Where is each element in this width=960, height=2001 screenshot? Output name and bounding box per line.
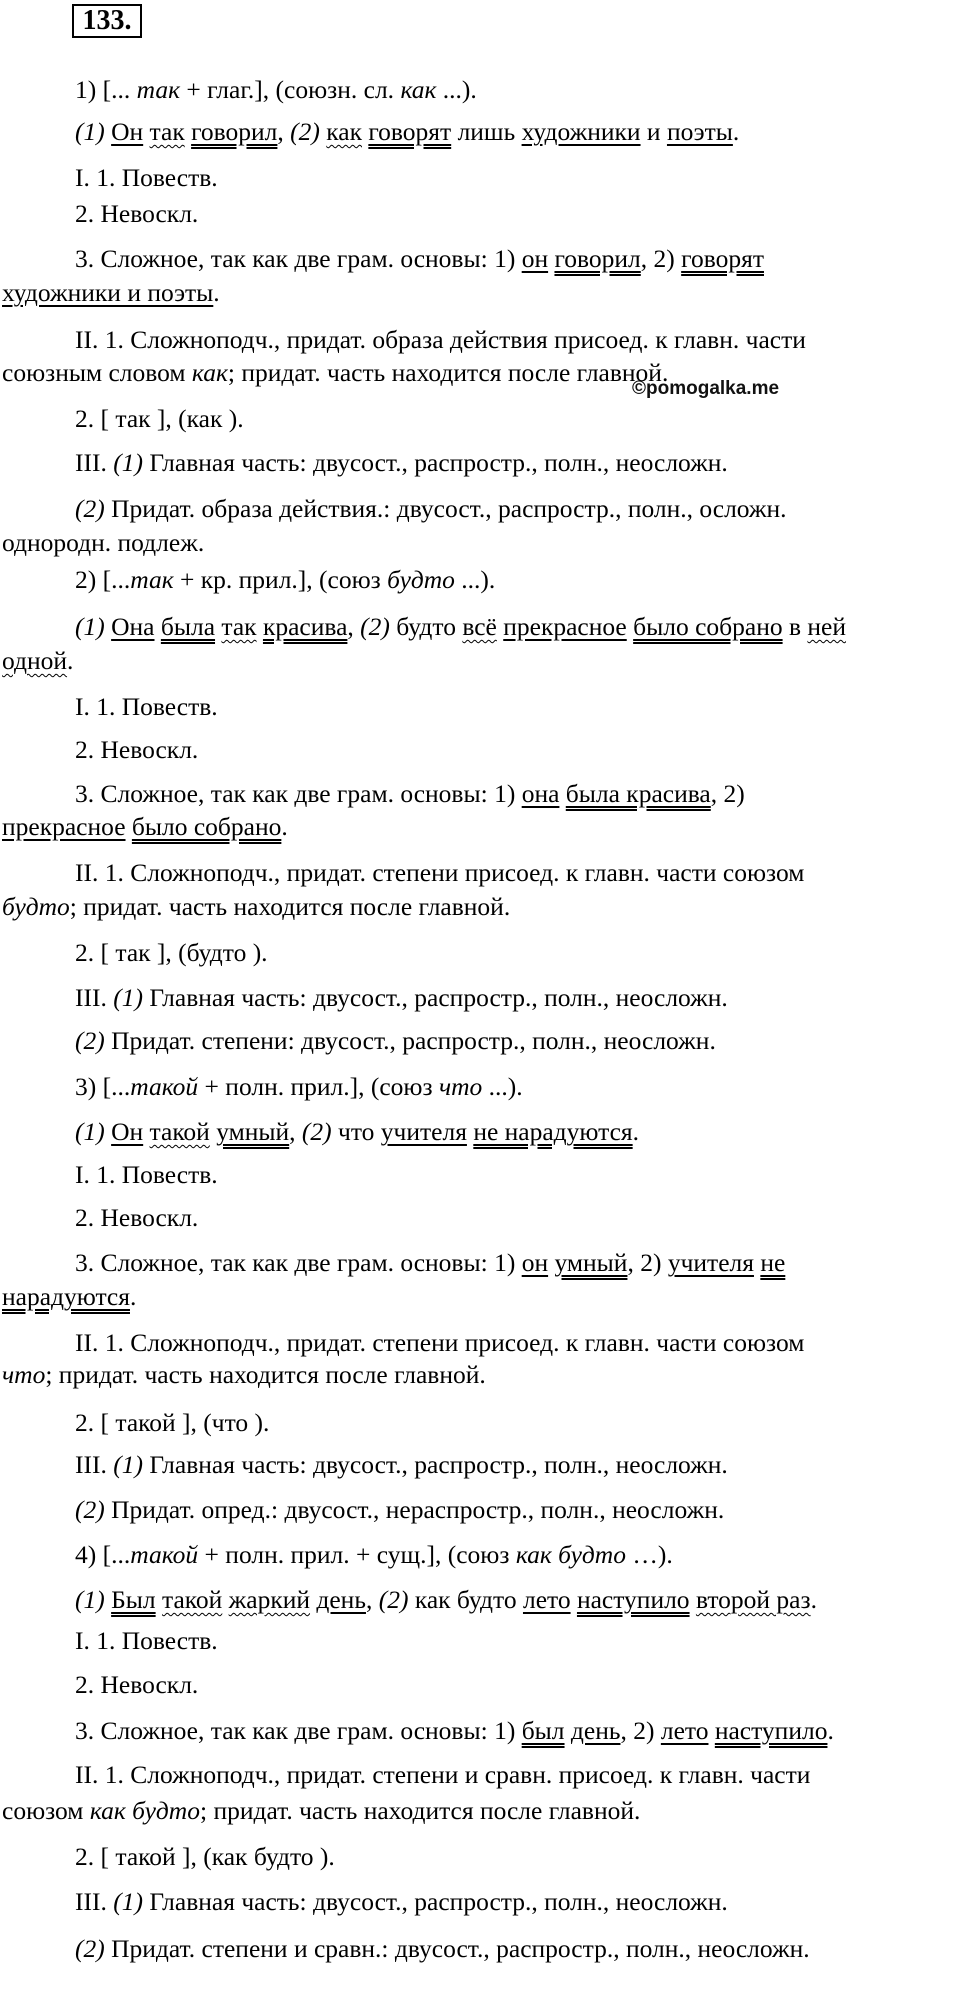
watermark: ©pomogalka.me: [632, 378, 780, 399]
text-run: такой: [130, 1540, 199, 1569]
text-run: .: [213, 278, 220, 307]
modifier-word: так: [221, 612, 257, 641]
modifier-word: одной: [2, 646, 68, 675]
text-run: (1): [75, 1585, 112, 1614]
text-run: как: [191, 358, 228, 387]
text-line: [75, 983, 728, 1013]
text-run: будто: [389, 612, 463, 641]
text-line: [75, 1716, 834, 1746]
text-run: ,: [347, 612, 361, 641]
text-run: (2): [290, 117, 327, 146]
text-run: I. 1. Повеств.: [75, 163, 218, 192]
predicate-word: умный: [216, 1117, 290, 1146]
predicate-word: умный: [554, 1248, 628, 1277]
text-run: 2. [ так ], (будто ).: [75, 938, 268, 967]
text-run: Придат. степени: двусост., распростр., полн., неосложн.: [104, 1026, 716, 1055]
text-line: [75, 858, 804, 888]
text-run: I. 1. Повеств.: [75, 1626, 218, 1655]
predicate-word: говорил: [554, 244, 641, 273]
text-run: .: [632, 1117, 640, 1146]
text-run: Придат. опред.: двусост., нераспростр., полн., неосложн.: [104, 1495, 725, 1524]
text-run: (2): [75, 1026, 105, 1055]
text-run: III.: [75, 1450, 114, 1479]
text-run: Главная часть: двусост., распростр., полн., неосложн.: [142, 448, 728, 477]
text-run: .: [732, 117, 740, 146]
text-run: 2. [ так ], (как ).: [75, 404, 244, 433]
predicate-word: говорят: [368, 117, 452, 146]
text-run: союзным словом: [2, 358, 192, 387]
text-line: [75, 1626, 218, 1656]
text-line: [2, 646, 73, 676]
subject-word: Она: [111, 612, 155, 641]
text-run: лишь: [451, 117, 522, 146]
text-run: (1): [75, 117, 112, 146]
modifier-word: такой: [149, 1117, 210, 1146]
text-run: II. 1. Сложноподч., придат. степени присоед. к главн. части союзом: [75, 1328, 805, 1357]
text-line: [75, 1328, 804, 1358]
text-run: I. 1. Повеств.: [75, 692, 218, 721]
text-run: ; придат. часть находится после главной.: [69, 892, 511, 921]
predicate-word: была: [160, 612, 216, 641]
predicate-word: было собрано: [633, 612, 783, 641]
text-run: 2. [ такой ], (как будто ).: [75, 1842, 335, 1871]
subject-word: Он: [111, 117, 144, 146]
text-line: [75, 692, 218, 722]
predicate-word: нарадуются: [2, 1282, 130, 1311]
text-run: ,: [289, 1117, 302, 1146]
text-run: как будто: [408, 1585, 523, 1614]
subject-word: лето: [660, 1716, 709, 1745]
text-run: (1): [75, 612, 112, 641]
predicate-word: Был: [111, 1585, 156, 1614]
text-line: [75, 1540, 673, 1570]
text-line: [2, 892, 510, 922]
text-run: что: [2, 1360, 46, 1389]
text-run: .: [810, 1585, 817, 1614]
predicate-word: было собрано: [131, 812, 282, 841]
text-run: 4) [...: [75, 1540, 131, 1569]
text-run: 2. Невоскл.: [75, 1203, 199, 1232]
text-run: .: [67, 646, 74, 675]
predicate-word: не: [760, 1248, 786, 1277]
subject-word: поэты: [666, 117, 733, 146]
text-run: III.: [75, 1887, 114, 1916]
text-run: однородн. подлеж.: [2, 528, 205, 557]
subject-word: он: [521, 244, 549, 273]
text-run: в: [782, 612, 808, 641]
text-line: [75, 494, 787, 524]
text-run: ; придат. часть находится после главной.: [199, 1796, 641, 1825]
text-run: Главная часть: двусост., распростр., полн., неосложн.: [142, 1887, 728, 1916]
text-line: [75, 735, 198, 765]
text-run: II. 1. Сложноподч., придат. степени и сравн. присоед. к главн. части: [75, 1760, 811, 1789]
text-line: [2, 1360, 486, 1390]
text-run: (2): [75, 494, 105, 523]
text-run: ...).: [436, 75, 477, 104]
predicate-word: говорил: [191, 117, 278, 146]
text-run: как будто: [89, 1796, 200, 1825]
text-run: 3. Сложное, так как две грам. основы: 1): [75, 779, 522, 808]
text-run: 2. Невоскл.: [75, 199, 199, 228]
subject-word: он: [521, 1248, 549, 1277]
text-line: [75, 779, 745, 809]
text-run: что: [331, 1117, 381, 1146]
text-run: (2): [360, 612, 390, 641]
text-run: , 2): [710, 779, 745, 808]
modifier-word: так: [149, 117, 185, 146]
modifier-word: ней: [807, 612, 847, 641]
text-run: 3) [...: [75, 1072, 131, 1101]
modifier-word: жаркий: [228, 1585, 311, 1614]
text-run: , 2): [620, 1716, 661, 1745]
text-run: + полн. прил.], (союз: [198, 1072, 439, 1101]
modifier-word: как: [326, 117, 362, 146]
text-line: [75, 1760, 810, 1790]
text-line: [75, 404, 244, 434]
text-run: (1): [113, 1450, 143, 1479]
text-run: 1) [...: [75, 75, 137, 104]
text-run: III.: [75, 448, 114, 477]
text-run: , 2): [640, 244, 682, 273]
text-line: [2, 1282, 136, 1312]
text-run: III.: [75, 983, 114, 1012]
text-line: [75, 1408, 269, 1438]
text-run: .: [827, 1716, 834, 1745]
text-run: будто: [2, 892, 70, 921]
text-run: + глаг.], (союзн. сл.: [180, 75, 401, 104]
text-run: II. 1. Сложноподч., придат. образа действия присоед. к главн. части: [75, 325, 806, 354]
text-run: (1): [113, 983, 143, 1012]
subject-word: художники: [521, 117, 641, 146]
text-line: [75, 448, 728, 478]
text-run: .: [129, 1282, 137, 1311]
subject-word: художники и поэты: [2, 278, 214, 307]
subject-word: она: [521, 779, 560, 808]
text-run: …).: [625, 1540, 673, 1569]
modifier-word: всё: [462, 612, 497, 641]
text-line: [75, 1495, 724, 1525]
text-run: ,: [365, 1585, 379, 1614]
text-line: [2, 1796, 640, 1826]
subject-word: учителя: [380, 1117, 467, 1146]
text-run: (1): [75, 1117, 112, 1146]
text-run: 2. Невоскл.: [75, 735, 199, 764]
text-run: II. 1. Сложноподч., придат. степени присоед. к главн. части союзом: [75, 858, 805, 887]
text-line: [75, 612, 846, 642]
text-run: ...).: [454, 565, 496, 594]
text-run: так: [136, 75, 181, 104]
text-line: [75, 1072, 523, 1102]
text-run: что: [438, 1072, 483, 1101]
text-run: союзом: [2, 1796, 90, 1825]
text-line: [2, 812, 288, 842]
text-run: так: [130, 565, 174, 594]
subject-word: прекрасное: [2, 812, 126, 841]
text-run: (2): [75, 1934, 105, 1963]
text-run: + кр. прил.], (союз: [173, 565, 388, 594]
text-run: .: [281, 812, 288, 841]
text-run: (2): [378, 1585, 409, 1614]
text-run: ...).: [482, 1072, 523, 1101]
text-line: [75, 1160, 218, 1190]
predicate-word: наступило: [576, 1585, 690, 1614]
text-run: 2) [...: [75, 565, 131, 594]
task-number: 133.: [72, 4, 142, 38]
predicate-word: говорят: [681, 244, 764, 273]
text-run: Придат. образа действия.: двусост., распростр., полн., осложн.: [104, 494, 787, 523]
text-line: [75, 1026, 716, 1056]
text-run: 3. Сложное, так как две грам. основы: 1): [75, 244, 522, 273]
predicate-word: не нарадуются: [473, 1117, 633, 1146]
text-run: Придат. степени и сравн.: двусост., распростр., полн., неосложн.: [104, 1934, 810, 1963]
text-line: [75, 1248, 785, 1278]
text-run: такой: [130, 1072, 199, 1101]
modifier-word: такой: [162, 1585, 223, 1614]
text-line: [75, 117, 739, 147]
text-run: Главная часть: двусост., распростр., полн., неосложн.: [142, 1450, 728, 1479]
subject-word: учителя: [667, 1248, 754, 1277]
predicate-word: наступило: [714, 1716, 828, 1745]
text-run: ,: [277, 117, 291, 146]
text-line: [75, 1203, 198, 1233]
text-run: (1): [113, 448, 143, 477]
text-run: (1): [113, 1887, 143, 1916]
predicate-word: был: [521, 1716, 565, 1745]
text-line: [75, 325, 806, 355]
text-run: ; придат. часть находится после главной.: [45, 1360, 486, 1389]
text-line: [75, 1585, 817, 1615]
subject-word: Он: [111, 1117, 144, 1146]
text-run: (2): [301, 1117, 332, 1146]
text-line: [75, 244, 764, 274]
text-run: I. 1. Повеств.: [75, 1160, 218, 1189]
subject-word: день: [316, 1585, 366, 1614]
text-line: [2, 528, 204, 558]
text-line: [75, 1934, 810, 1964]
text-line: [75, 938, 268, 968]
predicate-word: была красива: [565, 779, 711, 808]
text-line: [75, 1842, 335, 1872]
text-run: ; придат. часть находится после главной.: [227, 358, 669, 387]
text-line: [75, 1887, 728, 1917]
subject-word: прекрасное: [503, 612, 627, 641]
text-line: [75, 163, 218, 193]
text-line: [75, 75, 477, 105]
predicate-word: красива: [262, 612, 348, 641]
subject-word: лето: [522, 1585, 571, 1614]
text-line: [75, 1450, 728, 1480]
text-run: 3. Сложное, так как две грам. основы: 1): [75, 1716, 522, 1745]
text-run: Главная часть: двусост., распростр., полн., неосложн.: [142, 983, 728, 1012]
subject-word: день: [570, 1716, 621, 1745]
text-run: 3. Сложное, так как две грам. основы: 1): [75, 1248, 522, 1277]
text-run: 2. [ такой ], (что ).: [75, 1408, 270, 1437]
text-line: [2, 278, 220, 308]
text-line: [75, 199, 198, 229]
text-run: как: [400, 75, 437, 104]
text-run: 2. Невоскл.: [75, 1670, 199, 1699]
text-run: будто: [387, 565, 455, 594]
text-line: [75, 1670, 198, 1700]
modifier-word: второй раз: [695, 1585, 811, 1614]
text-line: [2, 358, 668, 388]
text-run: как будто: [515, 1540, 626, 1569]
text-run: , 2): [627, 1248, 668, 1277]
text-run: + полн. прил. + сущ.], (союз: [198, 1540, 516, 1569]
text-run: и: [640, 117, 667, 146]
text-line: [75, 565, 495, 595]
text-run: (2): [75, 1495, 105, 1524]
text-line: [75, 1117, 639, 1147]
